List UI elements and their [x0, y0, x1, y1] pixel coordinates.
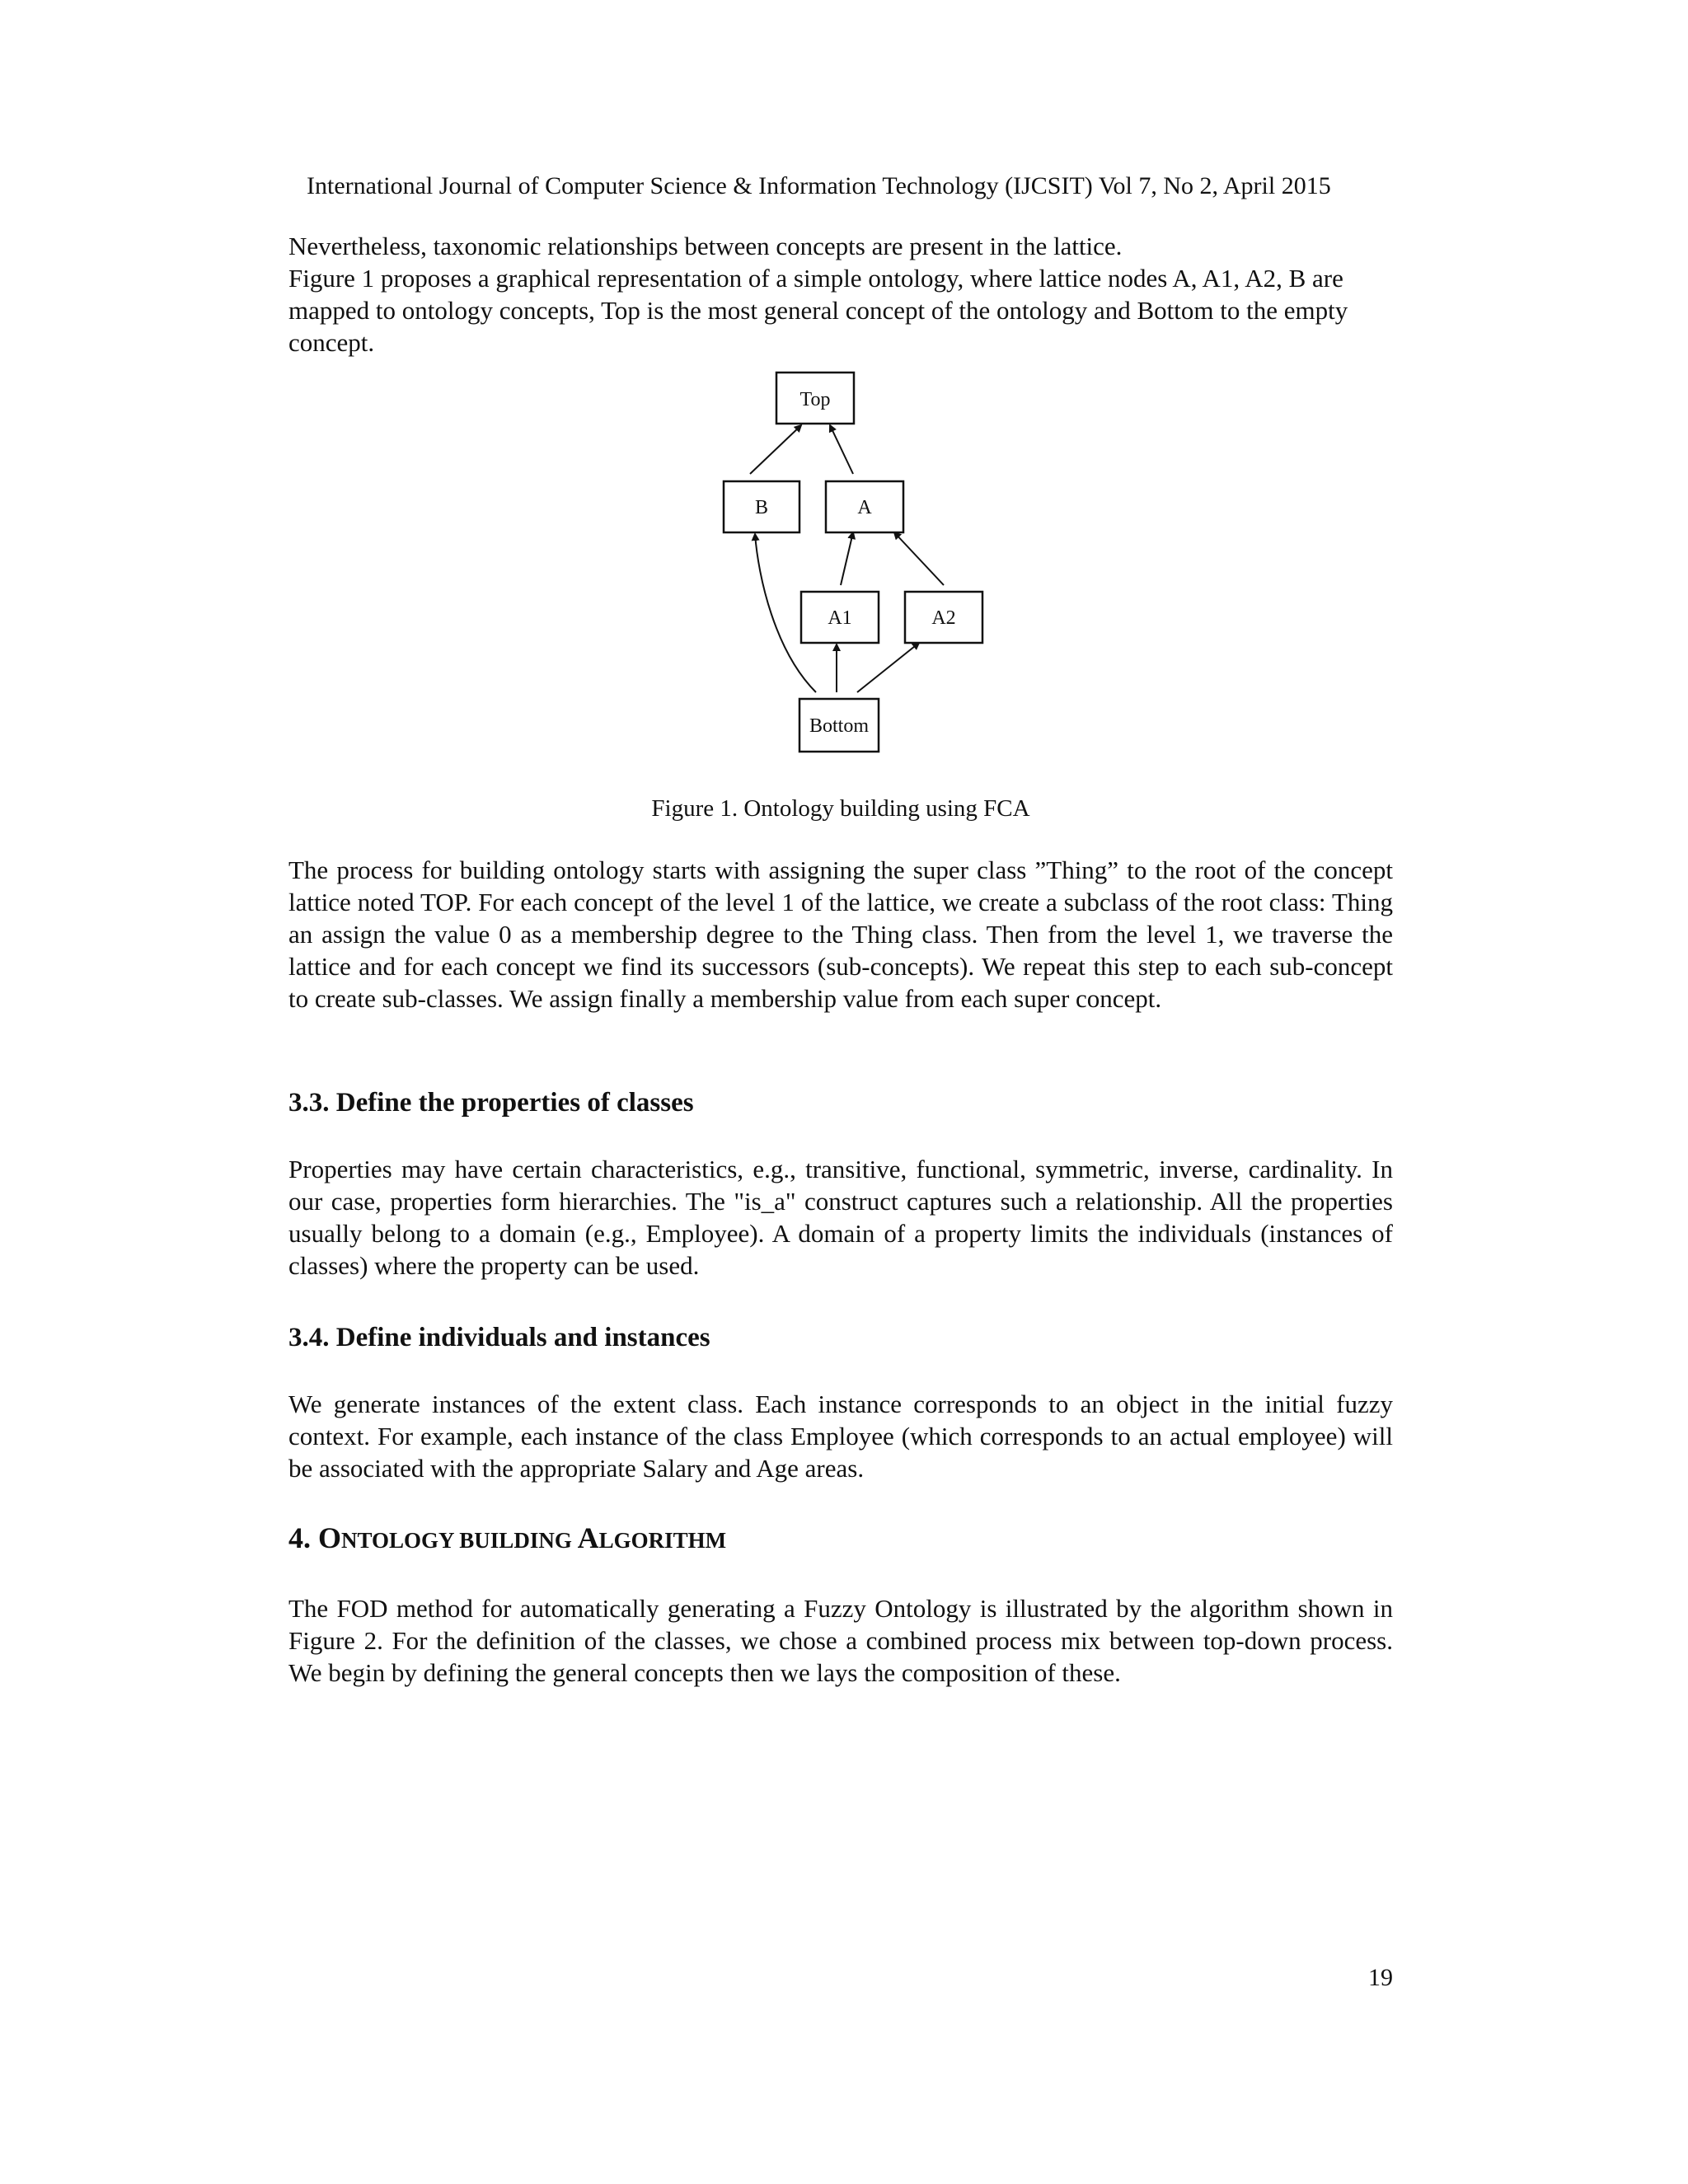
- node-a1: [801, 592, 879, 643]
- node-a: [826, 481, 903, 532]
- section-4-heading: [288, 1521, 726, 1557]
- node-bottom-label: Bottom: [809, 715, 870, 737]
- node-top-label: Top: [799, 389, 831, 410]
- section-4-title-lgorithm: LGORITHM: [598, 1528, 727, 1553]
- node-a2-label: A2: [931, 607, 956, 629]
- section-4-paragraph-text: The FOD method for automatically generating a Fuzzy Ontology is illustrated by the algorithm shown in Figure 2. For the definition of the classes, we chose a combined process mix between top-down process. We begin by defining the general concepts then we lays the composition of these.: [288, 1594, 1393, 1687]
- section-3-3-paragraph: [288, 1153, 1393, 1282]
- section-4-title-ntology: NTOLOGY: [341, 1528, 460, 1553]
- node-a2: [905, 592, 982, 643]
- section-3-4-heading: 3.4. Define individuals and instances: [288, 1323, 710, 1352]
- section-3-3-paragraph-text: Properties may have certain characteristics, e.g., transitive, functional, symmetric, inverse, cardinality. In our case, properties form hierarchies. The "is_a" construct captures such a relationship. All the properties usually belong to a domain (e.g., Employee). A domain of a property limits the individuals (instances of classes) where the property can be used.: [288, 1155, 1393, 1280]
- section-3-4-paragraph: [288, 1388, 1393, 1484]
- node-top: [776, 373, 854, 424]
- intro-line-2: Figure 1 proposes a graphical representation of a simple ontology, where lattice nodes A, A1, A2, B are mapped to ontology concepts, Top is the most general concept of the ontology and Bottom to the empty concept.: [288, 264, 1348, 357]
- section-3-4-paragraph-text: We generate instances of the extent class. Each instance corresponds to an object in the initial fuzzy context. For example, each instance of the class Employee (which corresponds to an actual employee) will be associated with the appropriate Salary and Age areas.: [288, 1390, 1393, 1483]
- page-number: 19: [1368, 1964, 1393, 1991]
- section-4-title-a: A: [577, 1521, 599, 1554]
- section-4-number: 4.: [288, 1521, 318, 1554]
- node-bottom: [799, 699, 879, 752]
- edge-a1-to-a: [841, 532, 853, 585]
- edge-a-to-top: [830, 425, 853, 474]
- section-4-paragraph: [288, 1592, 1393, 1689]
- node-b-label: B: [754, 497, 769, 518]
- section-3-3-heading: 3.3. Define the properties of classes: [288, 1088, 694, 1118]
- process-paragraph: [288, 854, 1393, 1015]
- edge-bottom-to-a2: [857, 643, 919, 692]
- node-a1-label: A1: [828, 607, 852, 629]
- process-paragraph-text: The process for building ontology starts with assigning the super class ”Thing” to the root of the concept lattice noted TOP. For each concept of the level 1 of the lattice, we create a subclass of the root class: Thing an assign the value 0 as a membership degree to the Thing class. Then from the level 1, we traverse the lattice and for each concept we find its successors (sub-concepts). We repeat this step to each sub-concept to create sub-classes. We assign finally a membership value from each super concept.: [288, 855, 1393, 1013]
- intro-line-1: Nevertheless, taxonomic relationships between concepts are present in the lattice.: [288, 232, 1123, 260]
- intro-paragraph: [288, 230, 1393, 359]
- edge-a2-to-a: [894, 532, 944, 585]
- section-4-title-building: BUILDING: [459, 1528, 578, 1553]
- figure-caption: Figure 1. Ontology building using FCA: [651, 795, 1030, 822]
- running-header: International Journal of Computer Science & Information Technology (IJCSIT) Vol 7, No 2, April 2015: [307, 172, 1331, 199]
- edge-b-to-top: [750, 425, 801, 474]
- node-a-label: A: [857, 497, 872, 518]
- section-4-title-o: O: [318, 1521, 342, 1554]
- figure-1-lattice-diagram: [709, 363, 1006, 758]
- node-b: [724, 481, 799, 532]
